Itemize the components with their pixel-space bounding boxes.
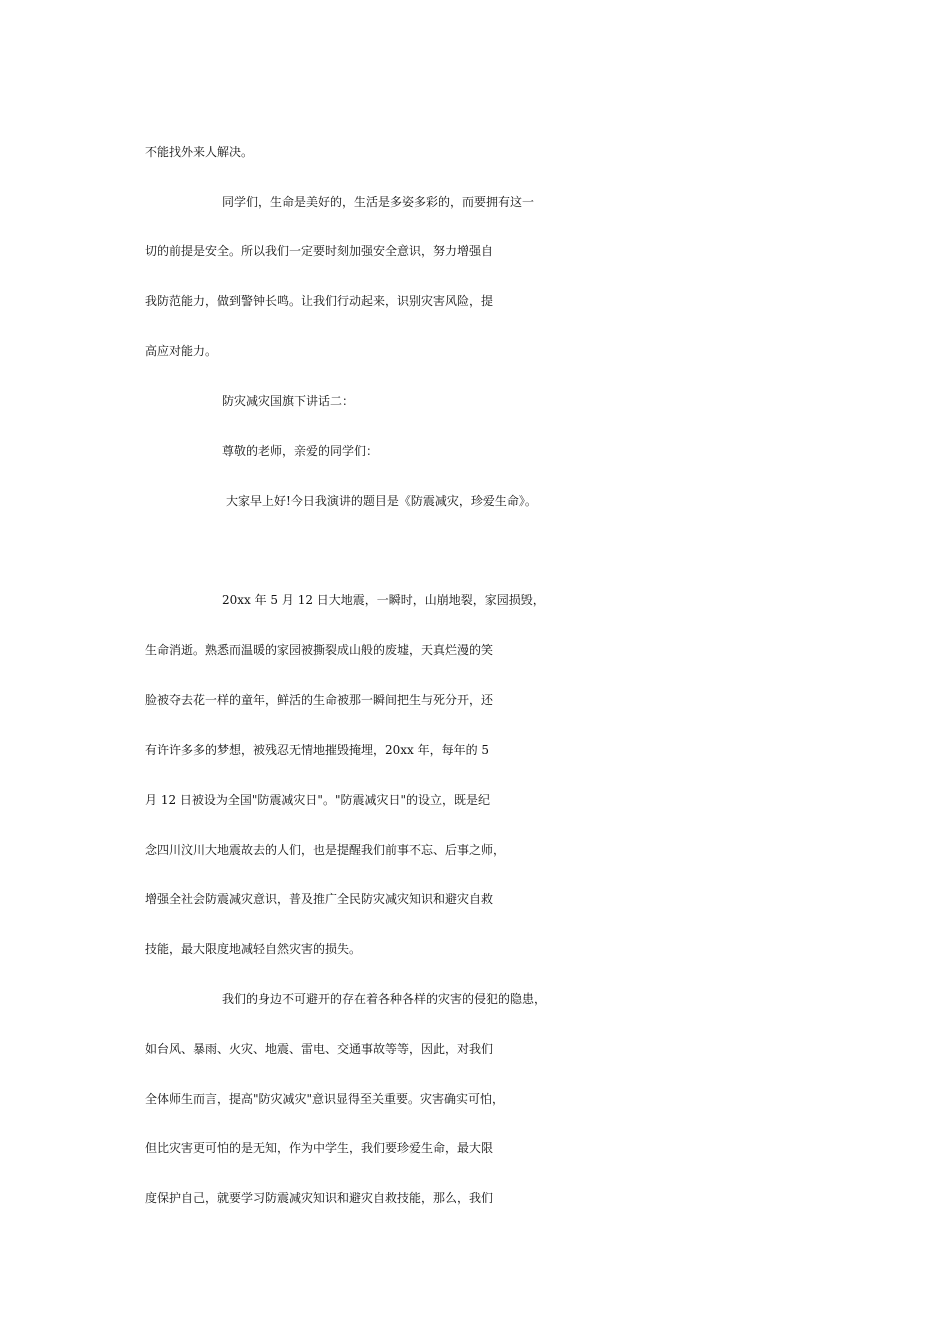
text-line: 不能找外来人解决。 <box>145 145 254 159</box>
paragraph-start-line: 20xx 年 5 月 12 日大地震，一瞬时，山崩地裂，家园损毁， <box>222 593 545 607</box>
section-heading: 防灾减灾国旗下讲话二： <box>222 394 355 408</box>
text-line: 念四川汶川大地震故去的人们，也是提醒我们前事不忘、后事之师， <box>145 843 506 857</box>
text-line: 生命消逝。熟悉而温暖的家园被撕裂成山般的废墟，天真烂漫的笑 <box>145 643 494 657</box>
text-line: 如台风、暴雨、火灾、地震、雷电、交通事故等等，因此，对我们 <box>145 1042 494 1056</box>
text-line: 高应对能力。 <box>145 344 218 358</box>
text-line: 度保护自己，就要学习防震减灾知识和避灾自救技能，那么，我们 <box>145 1191 494 1205</box>
text-line: 我防范能力，做到警钟长鸣。让我们行动起来，识别灾害风险，提 <box>145 294 494 308</box>
salutation: 尊敬的老师，亲爱的同学们： <box>222 444 379 458</box>
text-line: 月 12 日被设为全国"防震减灾日"。"防震减灾日"的设立，既是纪 <box>145 793 490 807</box>
text-line: 脸被夺去花一样的童年，鲜活的生命被那一瞬间把生与死分开，还 <box>145 693 494 707</box>
text-line: 技能，最大限度地减轻自然灾害的损失。 <box>145 942 362 956</box>
text-line: 增强全社会防震减灾意识，普及推广全民防灾减灾知识和避灾自救 <box>145 892 494 906</box>
text-line: 但比灾害更可怕的是无知，作为中学生，我们要珍爱生命，最大限 <box>145 1141 494 1155</box>
paragraph-start-line: 同学们，生命是美好的，生活是多姿多彩的，而要拥有这一 <box>222 195 535 209</box>
greeting-line: 大家早上好!今日我演讲的题目是《防震减灾，珍爱生命》。 <box>226 494 537 508</box>
paragraph-start-line: 我们的身边不可避开的存在着各种各样的灾害的侵犯的隐患， <box>222 992 547 1006</box>
text-line: 有许许多多的梦想，被残忍无情地摧毁掩埋，20xx 年，每年的 5 <box>145 743 490 757</box>
text-line: 全体师生而言，提高"防灾减灾"意识显得至关重要。灾害确实可怕， <box>145 1092 505 1106</box>
text-line: 切的前提是安全。所以我们一定要时刻加强安全意识，努力增强自 <box>145 244 494 258</box>
